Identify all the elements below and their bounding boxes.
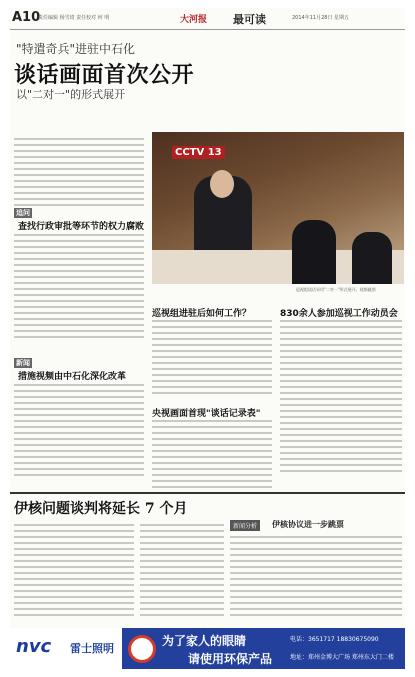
cctv-logo: CCTV 13 [172, 146, 225, 159]
page-number: A10 [12, 10, 41, 25]
analysis-tag: 新闻分析 [230, 520, 260, 531]
article-kicker: "特遣奇兵"进驻中石化 [16, 42, 136, 56]
ad-address: 地址：郑州金博大广场 郑州东大门二楼 [290, 654, 394, 661]
news-photo [152, 132, 404, 284]
section-title: 查找行政审批等环节的权力腐败 [18, 222, 145, 232]
column-body [280, 320, 402, 476]
subheading: 830余人参加巡视工作动员会 [280, 309, 398, 319]
ad-slogan: 请使用环保产品 [188, 652, 273, 666]
column-body [152, 420, 272, 492]
column-body [152, 320, 272, 398]
eco-badge-icon [128, 635, 156, 663]
brand-name: 雷士照明 [70, 642, 114, 655]
photo-caption: 巡视组谈话采用"二对一"形式展开。视频截图 [296, 287, 376, 292]
article-body-left [14, 138, 144, 210]
brand-mark: nvc [16, 636, 52, 657]
article-subhead: 以"二对一"的形式展开 [16, 88, 126, 101]
ad-phone: 电话：3651717 18830675090 [290, 636, 379, 643]
analysis-title: 伊核协议进一步跳票 [272, 520, 344, 529]
newspaper-logo: 大河报 [180, 15, 208, 25]
newspaper-page [10, 8, 405, 669]
column-body [230, 536, 402, 620]
subheading: 巡视组进驻后如何工作？ [152, 309, 252, 319]
issue-date: 2014年11月28日 星期五 [292, 15, 350, 21]
section-tag: 追问 [16, 209, 30, 217]
second-headline: 伊核问题谈判将延长 7 个月 [14, 501, 188, 517]
inspector-figure [292, 220, 336, 284]
column-title: 最可读 [233, 13, 266, 26]
editor-credits: 责任编辑 杨雪琦 责任校对 何 明 [38, 15, 110, 21]
article-headline: 谈话画面首次公开 [14, 63, 195, 88]
official-head [210, 170, 234, 198]
column-body [14, 524, 134, 620]
page-header [10, 8, 405, 30]
column-body [140, 524, 224, 620]
section-body [14, 384, 144, 480]
second-article-band [10, 492, 405, 517]
subheading: 央视画面首现"谈话记录表" [152, 409, 261, 419]
brand-logo [10, 628, 122, 669]
section-title: 措施视频由中石化深化改革 [18, 372, 127, 382]
ad-slogan: 为了家人的眼睛 [162, 634, 247, 648]
section-tag: 新闻 [16, 359, 30, 367]
advertisement[interactable] [10, 628, 405, 669]
recorder-figure [352, 232, 392, 284]
section-body [14, 234, 144, 342]
